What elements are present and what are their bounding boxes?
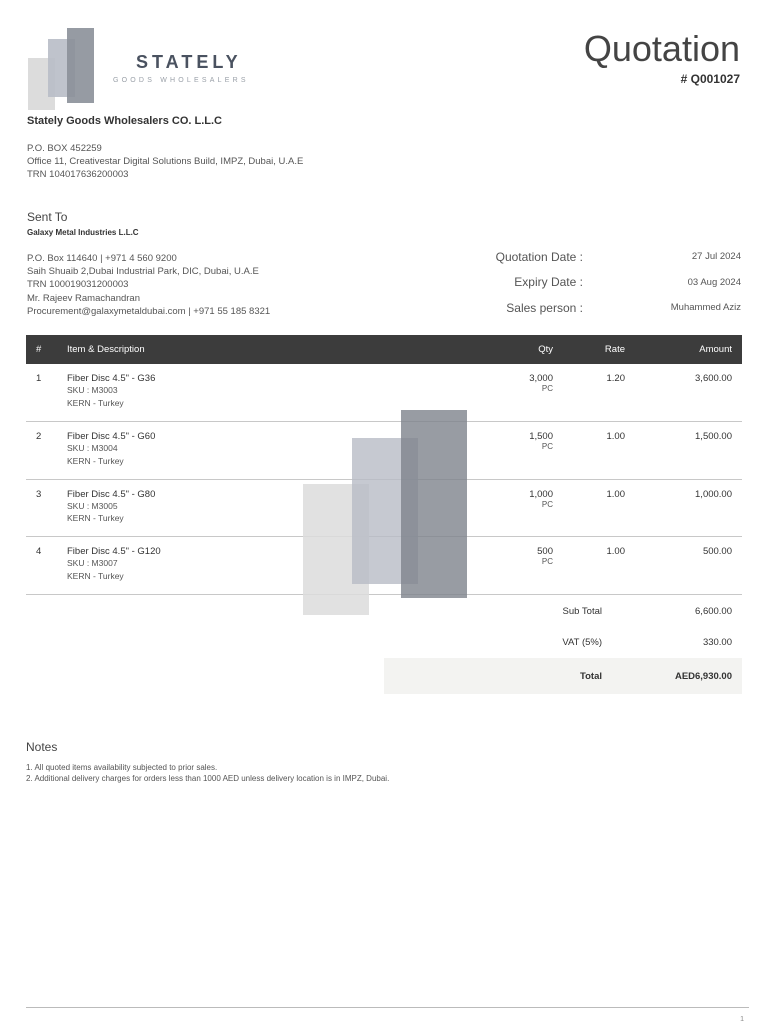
quotation-meta xyxy=(481,244,741,321)
row-number: 3 xyxy=(36,488,42,500)
sent-to-label: Sent To xyxy=(27,210,68,224)
totals-section xyxy=(384,596,742,694)
row-item xyxy=(67,422,481,480)
item-sku: SKU : M3005 xyxy=(67,500,118,511)
note-item: 2. Additional delivery charges for orders less than 1000 AED unless delivery location is in IMPZ, Dubai. xyxy=(26,774,390,783)
item-sku: SKU : M3007 xyxy=(67,558,118,568)
item-name: Fiber Disc 4.5" - G60 xyxy=(67,431,156,442)
qty-unit: PC xyxy=(541,557,553,566)
item-origin: KERN - Turkey xyxy=(67,570,124,581)
row-number: 2 xyxy=(36,431,42,442)
subtotal-label: Sub Total xyxy=(562,606,602,617)
page-number: 1 xyxy=(740,1016,744,1023)
row-amount: 1,000.00 xyxy=(695,488,732,500)
vat-row xyxy=(384,627,742,658)
row-qty xyxy=(481,364,553,422)
row-rate: 1.00 xyxy=(606,488,625,500)
meta-row-expiry-date xyxy=(481,270,741,296)
item-sku: SKU : M3003 xyxy=(67,385,118,395)
row-item xyxy=(67,364,481,422)
document-title: Quotation xyxy=(583,28,740,69)
vat-label: VAT (5%) xyxy=(562,637,602,648)
meta-value: 03 Aug 2024 xyxy=(687,276,741,288)
logo-block-dark xyxy=(67,28,94,103)
header-amount: Amount xyxy=(699,344,732,355)
brand-tagline: GOODS WHOLESALERS xyxy=(113,77,249,84)
company-address xyxy=(27,142,303,181)
row-qty xyxy=(481,537,553,595)
meta-value: 27 Jul 2024 xyxy=(691,251,741,263)
row-amount: 3,600.00 xyxy=(695,373,732,384)
company-name: Stately Goods Wholesalers CO. L.L.C xyxy=(27,115,222,127)
header-qty: Qty xyxy=(538,344,553,355)
client-address-line: Saih Shuaib 2,Dubai Industrial Park, DIC, Dubai, U.A.E xyxy=(27,266,259,278)
item-name: Fiber Disc 4.5" - G120 xyxy=(67,546,161,557)
meta-label: Quotation Date : xyxy=(495,249,583,264)
row-amount: 1,500.00 xyxy=(695,431,732,442)
total-label: Total xyxy=(580,670,602,682)
qty-unit: PC xyxy=(541,442,553,451)
client-contact-person: Mr. Rajeev Ramachandran xyxy=(27,292,140,304)
table-row xyxy=(26,479,742,537)
meta-value: Muhammed Aziz xyxy=(670,302,741,314)
header-item: Item & Description xyxy=(67,344,145,355)
footer-divider xyxy=(26,1007,749,1008)
subtotal-value: 6,600.00 xyxy=(695,606,732,617)
table-row xyxy=(26,422,742,480)
company-logo xyxy=(28,28,268,112)
total-value: AED6,930.00 xyxy=(674,670,732,682)
brand-name: STATELY xyxy=(136,52,242,72)
company-address-line: TRN 104017636200003 xyxy=(27,169,129,180)
items-table xyxy=(26,335,742,595)
item-name: Fiber Disc 4.5" - G36 xyxy=(67,373,156,384)
item-origin: KERN - Turkey xyxy=(67,513,124,523)
row-number: 4 xyxy=(36,546,42,557)
subtotal-row xyxy=(384,596,742,627)
client-email-phone: Procurement@galaxymetaldubai.com | +971 55 185 8321 xyxy=(27,305,271,317)
row-amount: 500.00 xyxy=(702,546,732,557)
client-address xyxy=(27,252,270,318)
row-number: 1 xyxy=(36,373,42,384)
header-number: # xyxy=(36,344,42,355)
qty-value: 1,000 xyxy=(529,488,553,500)
vat-value: 330.00 xyxy=(702,637,732,648)
table-header-row xyxy=(26,335,742,364)
table-row xyxy=(26,537,742,595)
row-rate: 1.00 xyxy=(606,546,625,557)
client-name: Galaxy Metal Industries L.L.C xyxy=(27,228,139,237)
client-address-line: TRN 100019031200003 xyxy=(27,279,129,291)
total-row xyxy=(384,658,742,694)
client-address-line: P.O. Box 114640 | +971 4 560 9200 xyxy=(27,253,177,264)
meta-row-sales-person xyxy=(481,295,741,321)
company-address-line: Office 11, Creativestar Digital Solutions Build, IMPZ, Dubai, U.A.E xyxy=(27,156,304,167)
qty-unit: PC xyxy=(541,499,553,509)
note-item: 1. All quoted items availability subjected to prior sales. xyxy=(26,763,218,772)
item-name: Fiber Disc 4.5" - G80 xyxy=(67,488,156,500)
notes-list xyxy=(26,762,389,784)
row-item xyxy=(67,537,481,595)
quotation-number: # Q001027 xyxy=(680,72,740,86)
row-item xyxy=(67,479,481,537)
row-qty xyxy=(481,422,553,480)
row-qty xyxy=(481,479,553,537)
row-rate: 1.00 xyxy=(606,431,625,442)
meta-label: Expiry Date : xyxy=(514,275,583,290)
qty-value: 1,500 xyxy=(529,431,553,442)
item-sku: SKU : M3004 xyxy=(67,443,118,453)
header-rate: Rate xyxy=(604,344,625,355)
meta-row-quotation-date xyxy=(481,244,741,270)
notes-title: Notes xyxy=(26,740,58,754)
meta-label: Sales person : xyxy=(506,300,583,315)
row-rate: 1.20 xyxy=(606,373,625,384)
item-origin: KERN - Turkey xyxy=(67,397,124,408)
company-address-line: P.O. BOX 452259 xyxy=(27,143,102,154)
qty-unit: PC xyxy=(541,384,553,393)
qty-value: 500 xyxy=(537,546,553,557)
table-row xyxy=(26,364,742,422)
qty-value: 3,000 xyxy=(529,373,553,384)
item-origin: KERN - Turkey xyxy=(67,455,124,466)
